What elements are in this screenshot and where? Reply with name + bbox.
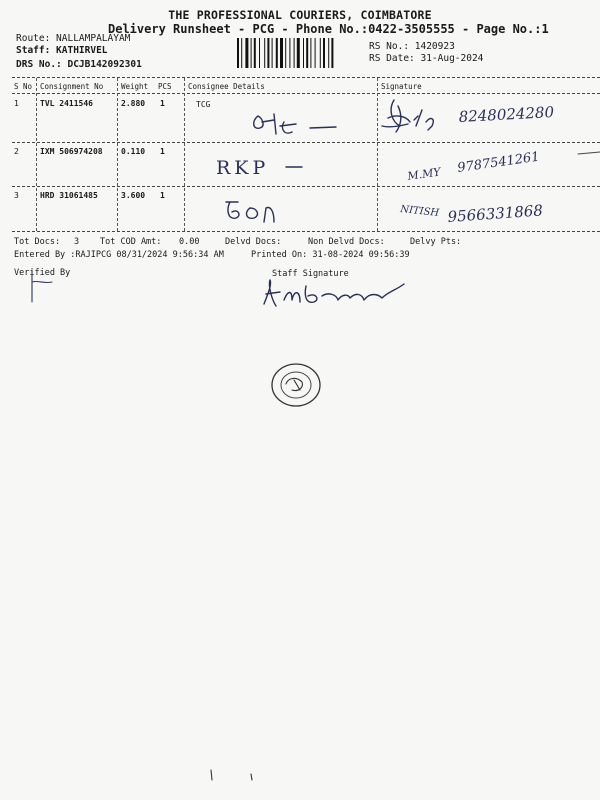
barcode-bar [323, 38, 325, 68]
row-consignment: IXM 506974208 [40, 147, 103, 156]
handwritten-consignee-signature-3 [220, 198, 300, 228]
barcode-bar [264, 38, 265, 68]
barcode-bar [315, 38, 316, 68]
row-consignment: TVL 2411546 [40, 99, 93, 108]
row-weight: 2.880 [121, 99, 146, 108]
handwritten-consignee-2 [216, 152, 316, 182]
handwritten-phone-3 [448, 202, 578, 230]
printed-on-text: Printed On: 31-08-2024 09:56:39 [250, 250, 410, 260]
barcode-image [236, 38, 364, 68]
svg-text:M.MY: M.MY [406, 165, 442, 183]
barcode-bar [272, 38, 273, 68]
barcode-bar [294, 38, 295, 68]
staff-label: Staff: KATHIRVEL [16, 45, 108, 56]
barcode-bar [276, 38, 278, 68]
row-sno: 3 [14, 191, 19, 200]
header-bottom-rule [12, 93, 600, 94]
row-pcs: 1 [160, 147, 165, 156]
barcode-bar [331, 38, 333, 68]
tot-cod-value: 0.00 [179, 237, 200, 247]
row-sno: 2 [14, 147, 19, 156]
handwritten-phone-1 [458, 104, 588, 128]
edge-mark [578, 150, 600, 158]
seal-stamp-image [268, 360, 324, 410]
delivery-points-label: Delvy Pts: [410, 237, 462, 247]
handwritten-consignee-signature-1 [240, 110, 350, 140]
svg-text:9566331868: 9566331868 [447, 201, 544, 226]
table-top-rule [12, 77, 600, 78]
row-weight: 0.110 [121, 147, 146, 156]
row-pcs: 1 [160, 99, 165, 108]
row-sno: 1 [14, 99, 19, 108]
tot-docs-value: 3 [74, 237, 80, 247]
col-header-weight: Weight [121, 82, 149, 91]
barcode-bar [320, 38, 321, 68]
entered-by [14, 250, 410, 260]
drs-number: DRS No.: DCJB142092301 [16, 59, 142, 70]
handwritten-phone-2 [458, 150, 588, 180]
verified-by-signature [22, 268, 82, 308]
non-delivered-docs-label: Non Delvd Docs: [308, 237, 385, 247]
barcode-bar [237, 38, 239, 68]
svg-text:NITISH: NITISH [399, 204, 440, 220]
barcode-bar [289, 38, 290, 68]
rs-number: RS No.: 1420923 [369, 41, 455, 52]
barcode-bar [251, 38, 252, 68]
column-divider [36, 78, 37, 231]
svg-text:RKP: RKP [216, 157, 270, 179]
barcode-bar [245, 38, 248, 68]
col-header-signature: Signature [381, 82, 422, 91]
barcode-bar [297, 38, 300, 68]
col-header-sno: S No [14, 82, 33, 91]
col-header-consignee: Consignee Details [188, 82, 265, 91]
barcode-bar [285, 38, 286, 68]
barcode-bar [254, 38, 256, 68]
row-consignment: HRD 31061485 [40, 191, 98, 200]
tot-docs-label: Tot Docs: [14, 237, 61, 247]
barcode-bar [306, 38, 308, 68]
col-header-consignment: Consignment No [40, 82, 104, 91]
entered-by-text: Entered By :RAJIPCG 08/31/2024 9:56:34 AM [14, 250, 224, 260]
table-bottom-rule [12, 231, 600, 232]
delivered-docs-label: Delvd Docs: [225, 237, 282, 247]
column-divider [117, 78, 118, 231]
rs-date: RS Date: 31-Aug-2024 [369, 53, 484, 64]
verified-by-label: Verified By [14, 268, 71, 278]
handwritten-signature-1 [380, 96, 460, 142]
staff-signature-scribble [258, 276, 418, 316]
barcode-bar [328, 38, 329, 68]
row-pcs: 1 [160, 191, 165, 200]
barcode-bar [267, 38, 269, 68]
barcode-bar [303, 38, 304, 68]
tot-cod-label: Tot COD Amt: [100, 237, 162, 247]
col-header-pcs: PCS [158, 82, 172, 91]
row-consignee: TCG [196, 100, 211, 109]
column-divider [184, 78, 185, 231]
column-divider [377, 78, 378, 231]
svg-text:8248024280: 8248024280 [458, 102, 555, 126]
route-label: Route: NALLAMPALAYAM [16, 33, 131, 44]
barcode-bar [259, 38, 260, 68]
barcode-bar [280, 38, 283, 68]
row-divider [12, 142, 600, 143]
runsheet-subtitle: Delivery Runsheet - PCG - Phone No.:0422-3505555 - Page No.:1 [108, 22, 549, 36]
staff-signature-label: Staff Signature [272, 269, 349, 279]
barcode-bar [241, 38, 242, 68]
company-title: THE PROFESSIONAL COURIERS, COIMBATORE [168, 8, 432, 22]
svg-text:9787541261: 9787541261 [456, 149, 541, 176]
row-weight: 3.600 [121, 191, 146, 200]
bottom-marks [205, 768, 265, 782]
barcode-bar [310, 38, 311, 68]
